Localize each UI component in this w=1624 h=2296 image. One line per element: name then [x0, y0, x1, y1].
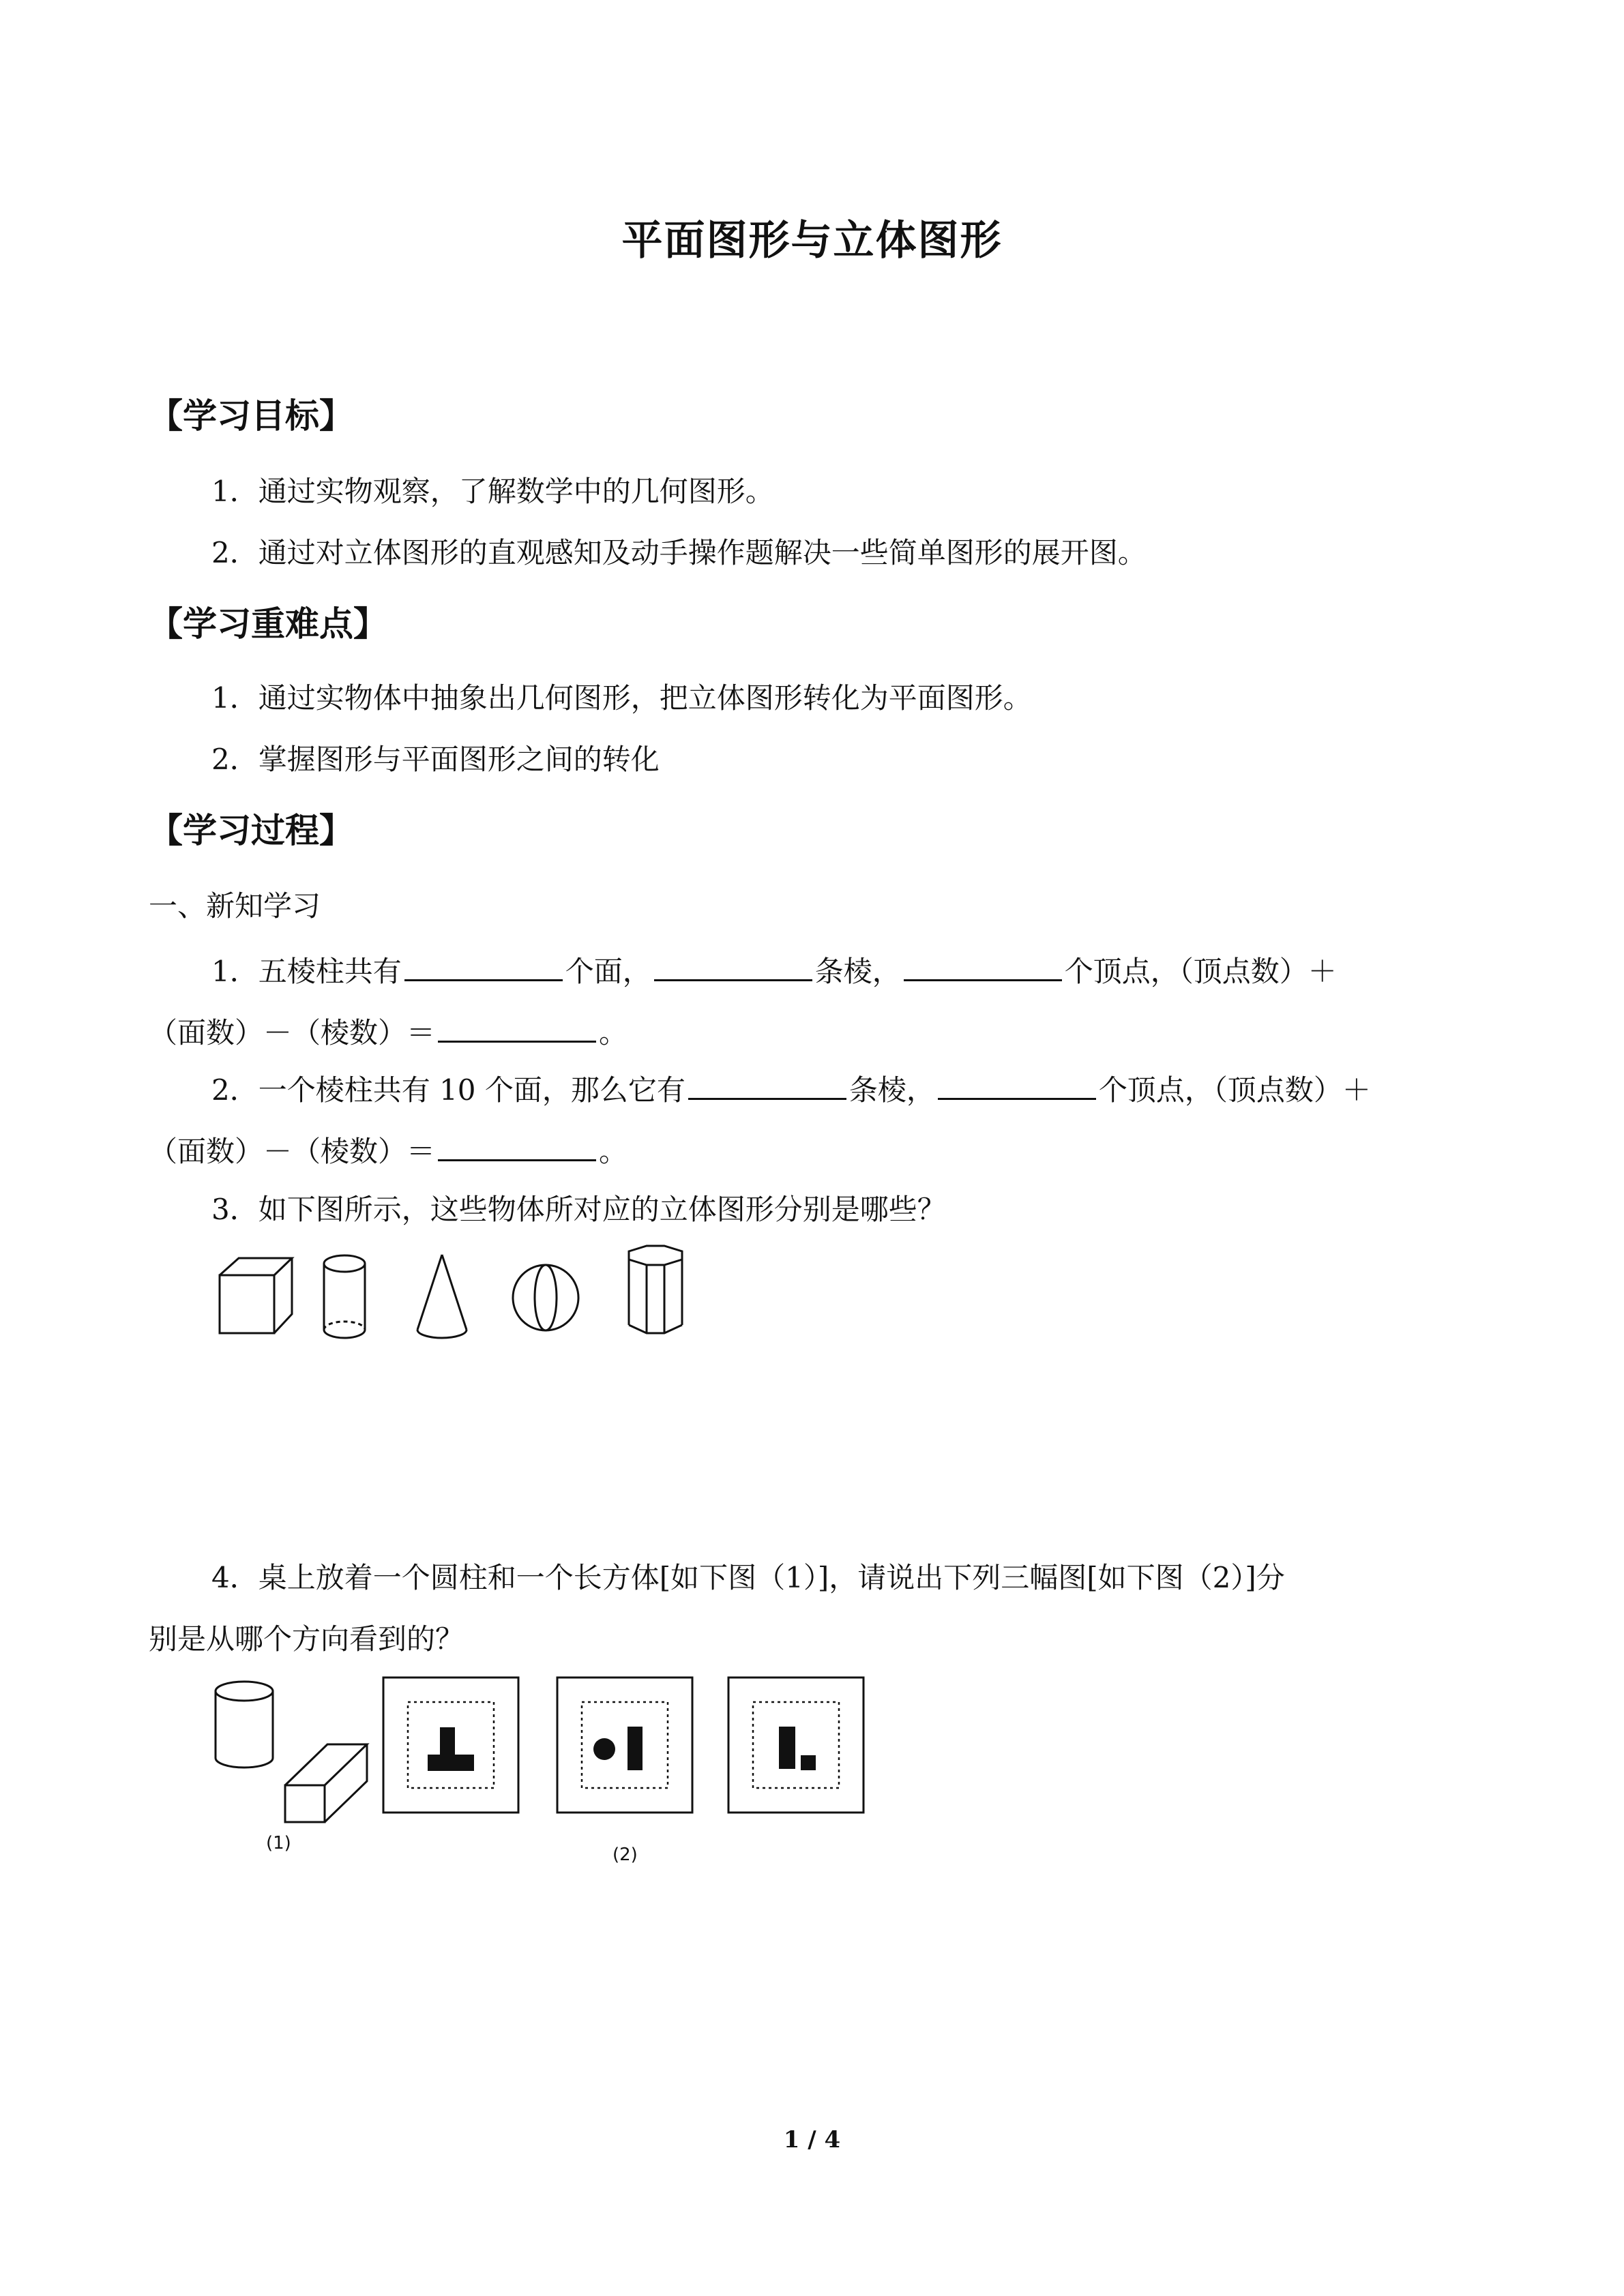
q2-text-d: （面数）－（棱数）＝ — [149, 1135, 436, 1168]
q1-text-d: 个顶点，（顶点数）＋ — [1064, 955, 1337, 988]
view-panel-b — [557, 1678, 692, 1813]
q1-text-e: （面数）－（棱数）＝ — [149, 1016, 436, 1049]
question-1-line-1 — [211, 953, 1337, 986]
section-heading-process: 【学习过程】 — [149, 811, 353, 850]
q1-text-a: 1．五棱柱共有 — [211, 955, 402, 988]
section-heading-key-points: 【学习重难点】 — [149, 604, 387, 644]
sub-heading-new-knowledge: 一、新知学习 — [149, 889, 321, 923]
q2-text-b: 条棱， — [848, 1073, 935, 1107]
q1-text-c: 条棱， — [814, 955, 901, 988]
q4-figure-2-views — [382, 1676, 873, 1816]
q4-figure-1-solids — [205, 1671, 396, 1834]
key-point-item-2: 2．掌握图形与平面图形之间的转化 — [211, 743, 660, 776]
octagonal-prism-shape — [629, 1246, 682, 1333]
goal-item-2: 2．通过对立体图形的直观感知及动手操作题解决一些简单图形的展开图。 — [211, 536, 1147, 569]
cone-shape — [417, 1255, 467, 1338]
page-title: 平面图形与立体图形 — [621, 217, 1003, 265]
question-3-text: 3．如下图所示，这些物体所对应的立体图形分别是哪些？ — [211, 1193, 946, 1226]
cylinder-shape — [324, 1255, 365, 1338]
key-point-item-1: 1．通过实物体中抽象出几何图形，把立体图形转化为平面图形。 — [211, 681, 1032, 715]
sphere-shape — [513, 1265, 578, 1330]
q1-text-f: 。 — [599, 1016, 628, 1049]
question-2-line-2 — [149, 1133, 628, 1166]
q1-blank-vertices[interactable] — [904, 953, 1062, 981]
q3-solids-figure — [211, 1238, 703, 1354]
q2-text-e: 。 — [599, 1135, 628, 1168]
cube-shape — [220, 1258, 292, 1333]
page-number: 1 / 4 — [783, 2126, 841, 2153]
figure-label-1: (1) — [266, 1833, 291, 1853]
view-panel-a — [383, 1678, 518, 1813]
figure-label-2: (2) — [612, 1845, 638, 1865]
question-4-line-1: 4．桌上放着一个圆柱和一个长方体[如下图（1）]，请说出下列三幅图[如下图（2）]分 — [211, 1561, 1285, 1594]
q2-blank-edges[interactable] — [688, 1072, 846, 1100]
cylinder-shape — [216, 1682, 273, 1768]
q2-blank-vertices[interactable] — [938, 1072, 1096, 1100]
q1-text-b: 个面， — [565, 955, 651, 988]
q1-blank-faces[interactable] — [404, 953, 563, 981]
question-2-line-1 — [211, 1072, 1371, 1105]
cuboid-shape — [285, 1744, 367, 1822]
q2-text-a: 2．一个棱柱共有 10 个面，那么它有 — [211, 1073, 685, 1107]
q1-blank-result[interactable] — [438, 1015, 596, 1043]
q2-text-c: 个顶点，（顶点数）＋ — [1098, 1073, 1371, 1107]
question-1-line-2 — [149, 1015, 628, 1047]
q2-blank-result[interactable] — [438, 1133, 596, 1161]
question-4-line-2: 别是从哪个方向看到的？ — [149, 1622, 464, 1656]
q1-blank-edges[interactable] — [654, 953, 812, 981]
section-heading-goals: 【学习目标】 — [149, 396, 353, 436]
view-panel-c — [728, 1678, 863, 1813]
goal-item-1: 1．通过实物观察，了解数学中的几何图形。 — [211, 475, 774, 508]
